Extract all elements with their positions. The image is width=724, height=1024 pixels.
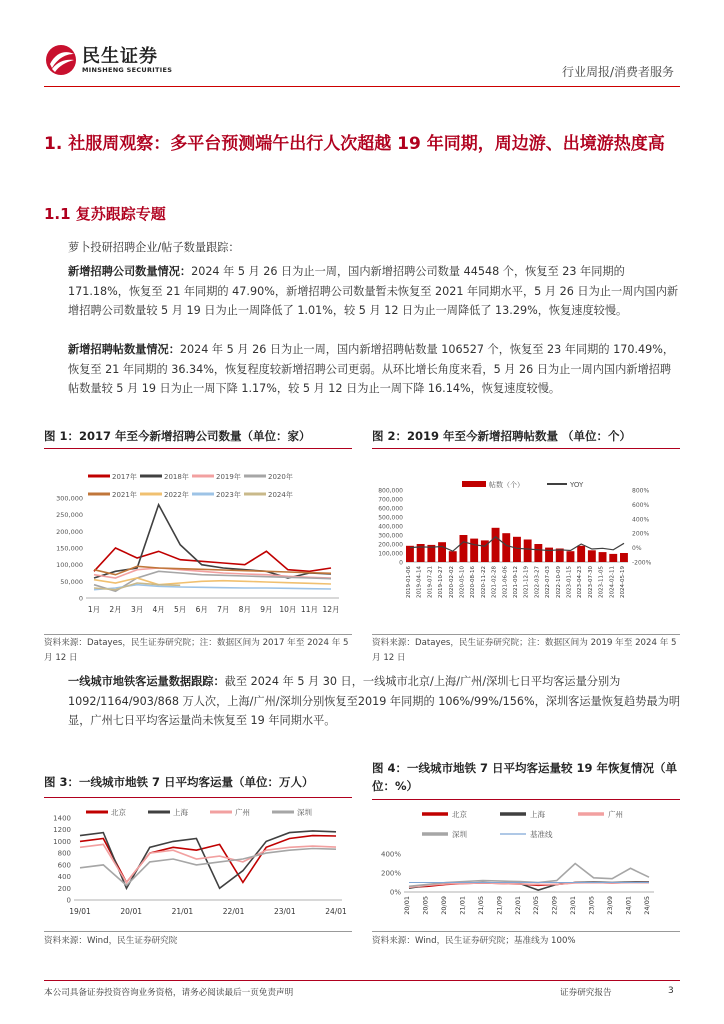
fig4-xtick-label: 21/05	[476, 896, 485, 915]
fig2-legend-swatch	[462, 481, 486, 487]
fig1-ytick-label: 0	[78, 594, 83, 603]
fig4-xtick-label: 24/05	[643, 896, 651, 915]
footer-report-type: 证券研究报告	[560, 988, 612, 998]
fig1-legend-label: 2017年	[112, 473, 137, 481]
fig4-xtick-label: 20/05	[421, 896, 430, 915]
fig4-xtick-label: 24/01	[624, 896, 633, 915]
fig2-xtick-label: 2022-07-03	[545, 566, 552, 598]
fig1-legend-label: 2022年	[164, 491, 189, 499]
fig2-bar	[438, 542, 446, 562]
fig3-xtick-label: 19/01	[69, 907, 91, 916]
fig2-xtick-label: 2021-02-28	[491, 566, 498, 598]
fig2-legend-label: YOY	[570, 481, 584, 489]
fig2-xtick-label: 2019-07-21	[427, 566, 434, 598]
paragraph-posts-text: 2024 年 5 月 26 日为止一周，国内新增招聘帖数量 106527 个，恢复至 23 年同期的 170.49%，恢复至 21 年同期的 36.34%，恢复程度较新增招聘公司更弱。从环比增长角度来看，5 月 26 日为止一周内国内新增招聘帖数量较 5 月 19 日为止一周下降 1.17%，较 5 月 12 日为止一周下降 16.14%，恢复速度较慢。	[68, 343, 675, 396]
fig1-xtick-label: 12月	[322, 605, 340, 614]
fig4-source: 资料来源：Wind，民生证券研究院；基准线为 100%	[372, 936, 576, 946]
fig2-bar	[599, 552, 607, 562]
fig2-xtick-label: 2020-02-02	[448, 566, 455, 598]
fig2-xtick-label: 2023-07-30	[587, 566, 594, 598]
fig1-ytick-label: 250,000	[56, 511, 83, 520]
fig2-xtick-label: 2024-02-11	[609, 566, 616, 598]
fig2-xtick-label: 2019-10-27	[438, 566, 445, 598]
fig3-xtick-label: 23/01	[273, 907, 296, 916]
fig2-xtick-label: 2023-04-23	[577, 566, 584, 598]
fig4-top-rule	[372, 799, 680, 800]
fig3-bottom-rule	[44, 931, 352, 932]
fig4-xtick-label: 23/09	[606, 896, 615, 915]
brand-logo	[44, 42, 194, 78]
fig2-ytick-label: 600,000	[378, 505, 403, 513]
fig2-bar	[567, 551, 575, 562]
paragraph-companies-label: 新增招聘公司数量情况：	[68, 265, 192, 278]
fig2-title: 图 2：2019 年至今新增招聘帖数量 （单位：个）	[372, 429, 632, 443]
fig1-xtick-label: 4月	[152, 605, 165, 614]
fig4-xtick-label: 23/05	[587, 896, 596, 915]
fig3-ytick-label: 800	[57, 849, 71, 858]
fig2-top-rule	[372, 448, 680, 449]
paragraph-companies	[68, 262, 682, 321]
fig2-bar	[492, 528, 500, 562]
fig2-xtick-label: 2023-11-05	[598, 566, 605, 598]
paragraph-metro	[68, 672, 682, 731]
fig2-bar	[502, 533, 510, 562]
fig1-ytick-label: 50,000	[60, 577, 83, 586]
fig2-bar	[609, 554, 617, 562]
fig1-series-line	[94, 505, 331, 578]
fig4-xtick-label: 22/09	[550, 896, 559, 915]
fig1-ytick-label: 300,000	[56, 494, 83, 503]
fig3-ytick-label: 1400	[53, 814, 71, 823]
report-category: 行业周报/消费者服务	[561, 65, 674, 79]
fig3-series-line	[80, 836, 336, 883]
fig1-title: 图 1：2017 年至今新增招聘公司数量（单位：家）	[44, 429, 311, 443]
fig2-bar	[470, 539, 478, 562]
fig2-bar	[577, 546, 585, 562]
fig3-ytick-label: 400	[57, 873, 71, 882]
fig4-xtick-label: 23/01	[569, 896, 578, 915]
fig2-bar	[513, 537, 521, 562]
fig2-y2tick-label: 600%	[632, 501, 650, 509]
fig1-bottom-rule	[44, 634, 352, 635]
fig3-top-rule	[44, 797, 352, 798]
fig2-xtick-label: 2020-05-10	[459, 566, 466, 598]
fig4-bottom-rule	[372, 931, 680, 932]
fig4-xtick-label: 21/09	[495, 896, 504, 915]
fig2-ytick-label: 500,000	[378, 514, 403, 522]
fig1-xtick-label: 3月	[130, 605, 144, 614]
fig3-series-line	[80, 831, 336, 888]
fig3-legend-label: 广州	[235, 808, 250, 817]
fig2-y2tick-label: 200%	[632, 530, 650, 538]
fig3-legend-label: 深圳	[297, 808, 312, 817]
fig4-xtick-label: 21/01	[458, 896, 467, 915]
fig2-xtick-label: 2022-10-09	[555, 566, 562, 598]
fig1-source: 资料来源：Datayes，民生证券研究院；注：数据区间为 2017 年至 2024 年 5 月 12 日	[44, 638, 349, 663]
fig2-legend-label: 帖数（个）	[489, 481, 524, 489]
fig4-ytick-label: 200%	[380, 869, 401, 878]
fig4-legend-label: 广州	[608, 810, 623, 819]
fig2-xtick-label: 2022-03-27	[534, 566, 541, 598]
fig4-chart	[372, 802, 682, 928]
fig2-y2tick-label: 0%	[632, 545, 642, 553]
brand-name-cn: 民生证券	[82, 46, 158, 67]
brand-emblem-icon	[44, 42, 78, 78]
fig1-xtick-label: 8月	[238, 605, 251, 614]
fig2-xtick-label: 2020-08-16	[470, 566, 477, 598]
fig3-xtick-label: 21/01	[171, 907, 194, 916]
fig4-xtick-label: 20/09	[439, 896, 448, 915]
fig4-xtick-label: 22/05	[532, 896, 541, 915]
fig2-ytick-label: 800,000	[378, 487, 403, 495]
fig3-title: 图 3：一线城市地铁 7 日平均客运量（单位：万人）	[44, 775, 314, 789]
page-number: 3	[668, 986, 674, 996]
fig2-xtick-label: 2021-09-12	[513, 566, 519, 598]
fig2-bar	[534, 544, 542, 562]
fig3-legend-label: 北京	[111, 808, 126, 817]
fig2-ytick-label: 300,000	[378, 532, 403, 540]
fig1-legend-label: 2023年	[216, 491, 241, 499]
fig2-y2tick-label: 800%	[632, 487, 650, 495]
intro-paragraph: 萝卜投研招聘企业/帖子数量跟踪：	[68, 241, 240, 254]
fig2-bottom-rule	[372, 634, 680, 635]
fig2-xtick-label: 2019-04-14	[416, 566, 423, 598]
fig2-ytick-label: 100,000	[378, 550, 403, 558]
fig4-legend-label: 上海	[530, 810, 545, 819]
fig1-legend-label: 2020年	[268, 473, 293, 481]
paragraph-posts	[68, 340, 682, 399]
section-heading: 1. 社服周观察：多平台预测端午出行人次超越 19 年同期，周边游、出境游热度高	[44, 134, 665, 154]
fig3-source: 资料来源：Wind，民生证券研究院	[44, 936, 178, 946]
fig1-xtick-label: 1月	[87, 605, 101, 614]
brand-name-en: MINSHENG SECURITIES	[82, 66, 173, 74]
fig2-bar	[449, 551, 457, 562]
fig1-legend-label: 2019年	[216, 473, 241, 481]
fig2-bar	[588, 550, 596, 562]
fig1-legend-label: 2018年	[164, 473, 189, 481]
paragraph-metro-text: 截至 2024 年 5 月 30 日，一线城市北京/上海/广州/深圳七日平均客运量分别为 1092/1164/903/868 万人次，上海/广州/深圳分别恢复至2019 年同期的 106%/99%/156%，深圳客运量恢复趋势最为明显，广州七日平均客运量尚未恢复至 19 年同期水平。	[68, 675, 681, 728]
footer-disclaimer: 本公司具备证券投资咨询业务资格，请务必阅读最后一页免责声明	[44, 988, 294, 998]
fig3-xtick-label: 20/01	[120, 907, 143, 916]
fig1-xtick-label: 10月	[279, 605, 297, 614]
fig1-legend-label: 2024年	[268, 491, 293, 499]
header-divider	[44, 86, 680, 87]
fig1-xtick-label: 7月	[217, 605, 230, 614]
fig2-xtick-label: 2021-12-19	[523, 566, 530, 598]
paragraph-posts-label: 新增招聘帖数量情况：	[68, 343, 180, 356]
subsection-heading: 1.1 复苏跟踪专题	[44, 205, 166, 223]
fig2-y2tick-label: -200%	[632, 559, 652, 567]
paragraph-metro-label: 一线城市地铁客运量数据跟踪：	[68, 675, 225, 688]
fig4-ytick-label: 0%	[389, 888, 401, 897]
fig2-xtick-label: 2019-01-06	[406, 566, 412, 598]
fig2-xtick-label: 2021-06-06	[502, 566, 509, 598]
fig1-legend-label: 2021年	[112, 491, 137, 499]
fig2-ytick-label: 400,000	[378, 523, 403, 531]
fig2-ytick-label: 200,000	[378, 541, 403, 549]
fig2-y2tick-label: 400%	[632, 516, 650, 524]
fig2-xtick-label: 2023-01-15	[566, 566, 573, 598]
fig1-series-line	[94, 548, 331, 571]
fig1-ytick-label: 200,000	[56, 527, 83, 536]
fig4-title: 图 4：一线城市地铁 7 日平均客运量较 19 年恢复情况（单位：%）	[372, 761, 678, 793]
footer-divider	[44, 980, 680, 981]
fig3-ytick-label: 1000	[53, 837, 71, 846]
fig3-chart	[44, 800, 354, 928]
fig4-legend-label: 基准线	[530, 830, 553, 839]
fig1-ytick-label: 100,000	[56, 561, 83, 570]
fig4-legend-label: 深圳	[452, 830, 467, 839]
fig3-xtick-label: 22/01	[222, 907, 245, 916]
fig3-ytick-label: 0	[66, 896, 71, 905]
fig3-ytick-label: 600	[57, 861, 71, 870]
fig1-ytick-label: 150,000	[56, 544, 83, 553]
fig4-ytick-label: 400%	[380, 850, 401, 859]
fig1-chart	[44, 450, 354, 632]
fig3-legend-label: 上海	[173, 808, 188, 817]
fig2-xtick-label: 2020-11-22	[480, 566, 487, 598]
fig2-ytick-label: 700,000	[378, 496, 403, 504]
fig1-xtick-label: 2月	[109, 605, 122, 614]
fig4-xtick-label: 20/01	[403, 896, 411, 915]
fig1-xtick-label: 11月	[300, 605, 318, 614]
fig2-bar	[524, 540, 532, 563]
fig4-xtick-label: 22/01	[513, 896, 522, 915]
fig4-legend-label: 北京	[452, 810, 467, 819]
fig1-series-line	[94, 578, 331, 585]
fig2-bar	[460, 535, 468, 562]
fig2-bar	[620, 553, 628, 562]
fig2-xtick-label: 2024-05-19	[620, 566, 626, 598]
fig1-xtick-label: 5月	[174, 605, 187, 614]
fig2-chart	[372, 450, 682, 632]
fig2-ytick-label: 0	[399, 559, 403, 567]
fig3-ytick-label: 200	[57, 884, 71, 893]
fig2-source: 资料来源：Datayes，民生证券研究院；注：数据区间为 2019 年至 2024 年 5 月 12 日	[372, 638, 677, 663]
fig1-top-rule	[44, 448, 352, 449]
fig3-ytick-label: 1200	[53, 826, 71, 835]
fig1-xtick-label: 6月	[195, 605, 208, 614]
fig2-bar	[406, 546, 414, 562]
paragraph-companies-text: 2024 年 5 月 26 日为止一周，国内新增招聘公司数量 44548 个，恢复至 23 年同期的 171.18%，恢复至 21 年同期的 47.90%，新增招聘公司数量暂未恢复至 2021 年同期水平，5 月 26 日为止一周内国内新增招聘公司数量较 5 月 19 日为止一周降低了 1.01%，较 5 月 12 日为止一周降低了 13.29%，恢复速度较慢。	[68, 265, 679, 318]
fig1-xtick-label: 9月	[260, 605, 273, 614]
fig3-xtick-label: 24/01	[325, 907, 347, 916]
